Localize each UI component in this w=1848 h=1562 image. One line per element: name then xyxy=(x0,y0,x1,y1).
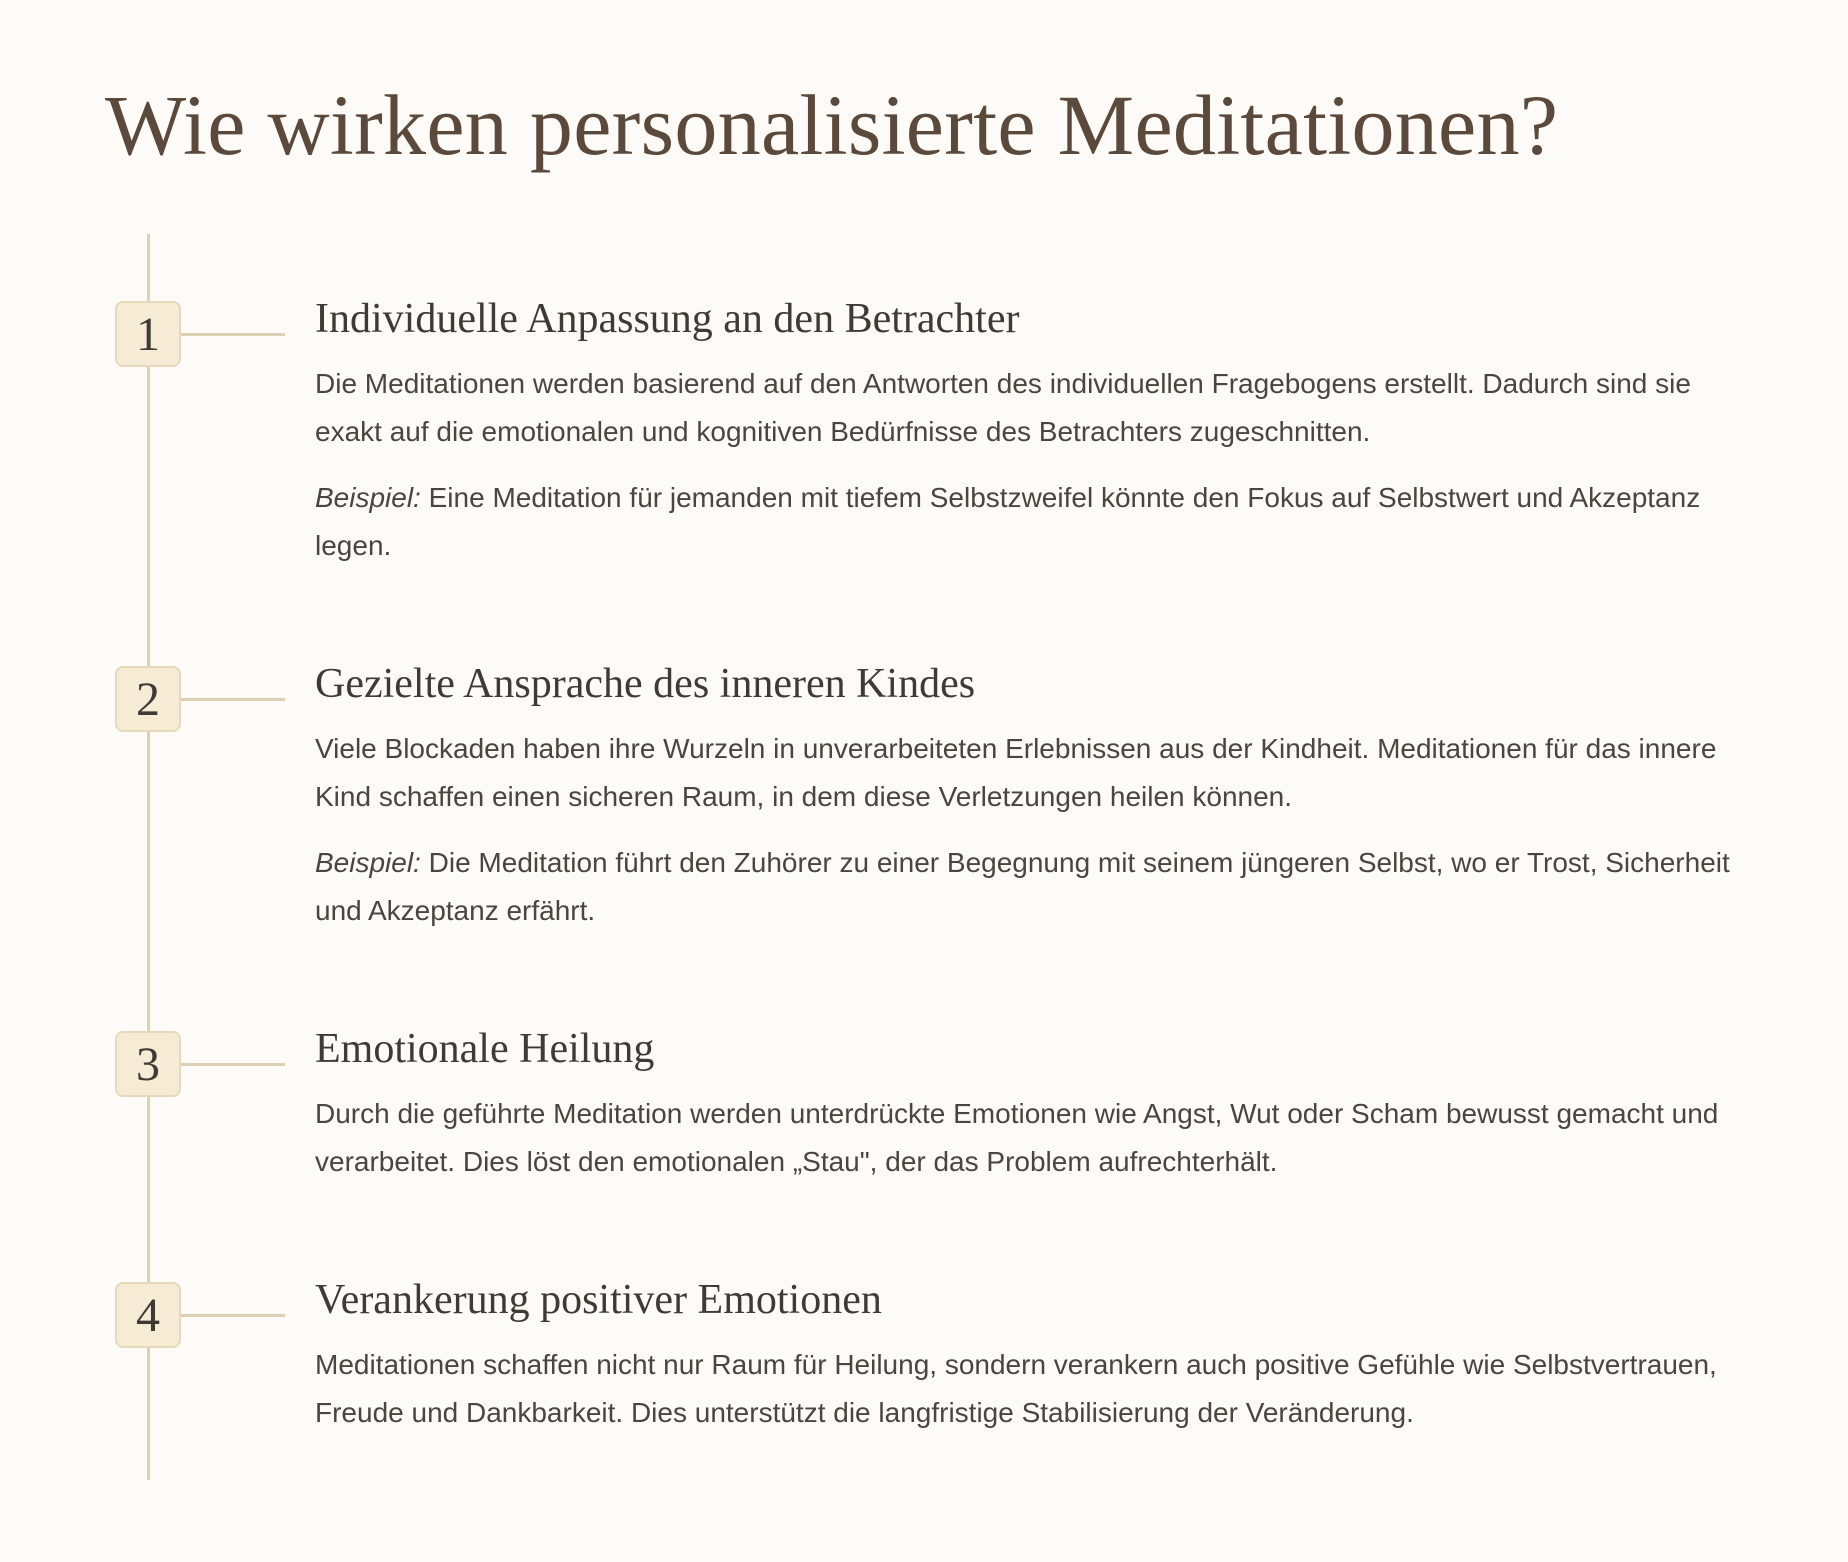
example-text: Eine Meditation für jemanden mit tiefem Selbstzweifel könnte den Fokus auf Selbstwert und Akzeptanz legen. xyxy=(315,482,1701,561)
step-connector xyxy=(181,333,285,336)
step-title: Gezielte Ansprache des inneren Kindes xyxy=(315,661,976,707)
step-connector xyxy=(181,1063,285,1066)
step-example xyxy=(315,474,1745,570)
step-title: Verankerung positiver Emotionen xyxy=(315,1277,882,1323)
step-number-badge: 1 xyxy=(115,301,181,367)
step-title: Emotionale Heilung xyxy=(315,1026,655,1072)
step-connector xyxy=(181,698,285,701)
example-text: Die Meditation führt den Zuhörer zu einer Begegnung mit seinem jüngeren Selbst, wo er Trost, Sicherheit und Akzeptanz erfährt. xyxy=(315,847,1730,926)
page-title: Wie wirken personalisierte Meditationen? xyxy=(105,77,1559,173)
step-description: Die Meditationen werden basierend auf den Antworten des individuellen Fragebogens erstellt. Dadurch sind sie exakt auf die emotionalen und kognitiven Bedürfnisse des Betrachters zugeschnitten. xyxy=(315,368,1691,447)
step-description: Viele Blockaden haben ihre Wurzeln in unverarbeiteten Erlebnissen aus der Kindheit. Meditationen für das innere Kind schaffen einen sicheren Raum, in dem diese Verletzungen heilen können. xyxy=(315,733,1717,812)
step-description: Meditationen schaffen nicht nur Raum für Heilung, sondern verankern auch positive Gefühle wie Selbstvertrauen, Freude und Dankbarkeit. Dies unterstützt die langfristige Stabilisierung der Veränderung. xyxy=(315,1349,1717,1428)
example-label: Beispiel: xyxy=(315,482,421,513)
step-number-badge: 2 xyxy=(115,666,181,732)
example-label: Beispiel: xyxy=(315,847,421,878)
step-number-badge: 3 xyxy=(115,1031,181,1097)
step-number-badge: 4 xyxy=(115,1282,181,1348)
step-description: Durch die geführte Meditation werden unterdrückte Emotionen wie Angst, Wut oder Scham bewusst gemacht und verarbeitet. Dies löst den emotionalen „Stau", der das Problem aufrechterhält. xyxy=(315,1098,1719,1177)
step-example xyxy=(315,839,1745,935)
step-title: Individuelle Anpassung an den Betrachter xyxy=(315,296,1020,342)
step-connector xyxy=(181,1314,285,1317)
